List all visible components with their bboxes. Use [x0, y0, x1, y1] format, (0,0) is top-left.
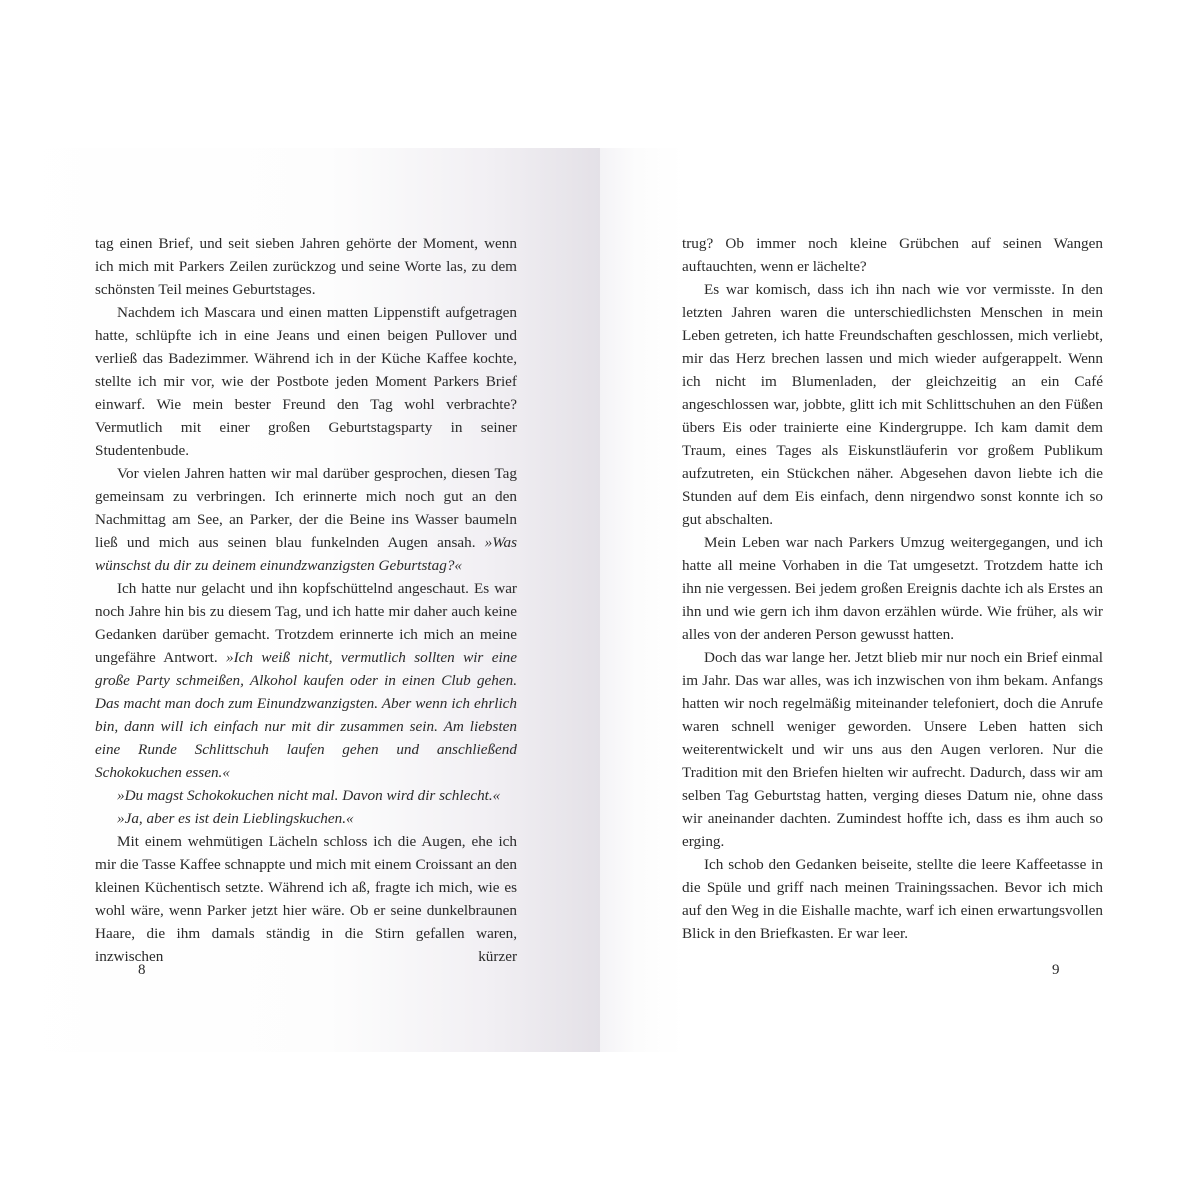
paragraph	[95, 784, 517, 807]
page-number: 9	[1052, 962, 1060, 978]
paragraph: tag einen Brief, und seit sieben Jahren gehörte der Moment, wenn ich mich mit Parkers Zeilen zurückzog und seine Worte las, zu dem schönsten Teil meines Geburtstages.	[95, 235, 517, 298]
paragraph: Mit einem wehmütigen Lächeln schloss ich die Augen, ehe ich mir die Tasse Kaffee schnappte und mich mit einem Croissant an den kleinen Küchentisch setzte. Während ich aß, fragte ich mich, wie es wohl wäre, wenn Parker jetzt hier wäre. Ob er seine dunkelbraunen Haare, die ihm damals ständig in die Stirn gefallen waren, inzwischen kürzer	[95, 833, 517, 965]
paragraph	[95, 462, 517, 577]
paragraph: trug? Ob immer noch kleine Grübchen auf seinen Wangen auftauchten, wenn er lächelte?	[682, 235, 1103, 275]
paragraph: Es war komisch, dass ich ihn nach wie vor vermisste. In den letzten Jahren waren die unterschiedlichsten Menschen in mein Leben getreten, ich hatte Freundschaften geschlossen, mich verliebt, mir das Herz brechen lassen und mich wieder aufgerappelt. Wenn ich nicht im Blumenladen, der gleichzeitig an ein Café angeschlossen war, jobbte, glitt ich mit Schlittschuhen an den Füßen übers Eis oder trainierte eine Kindergruppe. Ich kam damit dem Traum, eines Tages als Eiskunstläuferin vor großem Publikum aufzutreten, ein Stückchen näher. Abgesehen davon liebte ich die Stunden auf dem Eis einfach, denn nirgendwo sonst konnte ich so gut abschalten.	[682, 281, 1103, 528]
quote-italic: »Ich weiß nicht, vermutlich sollten wir eine große Party schmeißen, Alkohol kaufen oder in einen Club gehen. Das macht man doch zum Einundzwanzigsten. Aber wenn ich ehrlich bin, dann will ich einfach nur mit dir zusammen sein. Am liebsten eine Runde Schlittschuh laufen gehen und anschließend Schokokuchen essen.«	[95, 649, 517, 781]
paragraph: Ich schob den Gedanken beiseite, stellte die leere Kaffeetasse in die Spüle und griff nach meinen Trainingssachen. Bevor ich mich auf den Weg in die Eishalle machte, warf ich einen erwartungsvollen Blick in den Briefkasten. Er war leer.	[682, 856, 1103, 942]
paragraph	[95, 577, 517, 784]
quote-italic: »Du magst Schokokuchen nicht mal. Davon wird dir schlecht.«	[117, 787, 501, 804]
book-spread	[0, 148, 1200, 1052]
quote-italic: »Was wünschst du dir zu deinem einundzwanzigsten Geburtstag?«	[95, 534, 517, 574]
paragraph-text: Ich hatte nur gelacht und ihn kopfschüttelnd angeschaut. Es war noch Jahre hin bis zu diesem Tag, und ich hatte mir daher auch keine Gedanken darüber gemacht. Trotzdem erinnerte ich mich an meine ungefähre Antwort.	[95, 580, 517, 666]
paragraph: Mein Leben war nach Parkers Umzug weitergegangen, und ich hatte all meine Vorhaben in die Tat umgesetzt. Trotzdem hatte ich ihn nie vergessen. Bei jedem großen Ereignis dachte ich als Erstes an ihn und wie gern ich ihm davon erzählen würde. Wie früher, als wir alles von der anderen Person gewusst hatten.	[682, 534, 1103, 643]
paragraph: Doch das war lange her. Jetzt blieb mir nur noch ein Brief einmal im Jahr. Das war alles, was ich inzwischen von ihm bekam. Anfangs hatten wir noch regelmäßig miteinander telefoniert, doch die Anrufe waren schnell weniger geworden. Unsere Leben hatten sich weiterentwickelt und wir uns aus den Augen verloren. Nur die Tradition mit den Briefen hielten wir aufrecht. Dadurch, dass wir am selben Tag Geburtstag hatten, verging dieses Datum nie, ohne dass wir aneinander dachten. Zumindest hoffte ich, dass es ihm auch so erging.	[682, 649, 1103, 850]
paragraph	[95, 807, 517, 830]
left-page	[0, 148, 600, 1052]
quote-italic: »Ja, aber es ist dein Lieblingskuchen.«	[117, 810, 354, 827]
right-page-text	[682, 232, 1103, 945]
paragraph: Nachdem ich Mascara und einen matten Lippenstift aufgetragen hatte, schlüpfte ich in eine Jeans und einen beigen Pullover und verließ das Badezimmer. Während ich in der Küche Kaffee kochte, stellte ich mir vor, wie der Postbote jeden Moment Parkers Brief einwarf. Wie mein bester Freund den Tag wohl verbrachte? Vermutlich mit einer großen Geburtstagsparty in seiner Studentenbude.	[95, 304, 517, 459]
left-page-text	[95, 232, 517, 968]
right-page	[600, 148, 1200, 1052]
page-number: 8	[138, 962, 146, 978]
paragraph-text: Vor vielen Jahren hatten wir mal darüber gesprochen, diesen Tag gemeinsam zu verbringen. Ich erinnerte mich noch gut an den Nachmittag am See, an Parker, der die Beine ins Wasser baumeln ließ und mich aus seinen blau funkelnden Augen ansah.	[95, 465, 517, 551]
